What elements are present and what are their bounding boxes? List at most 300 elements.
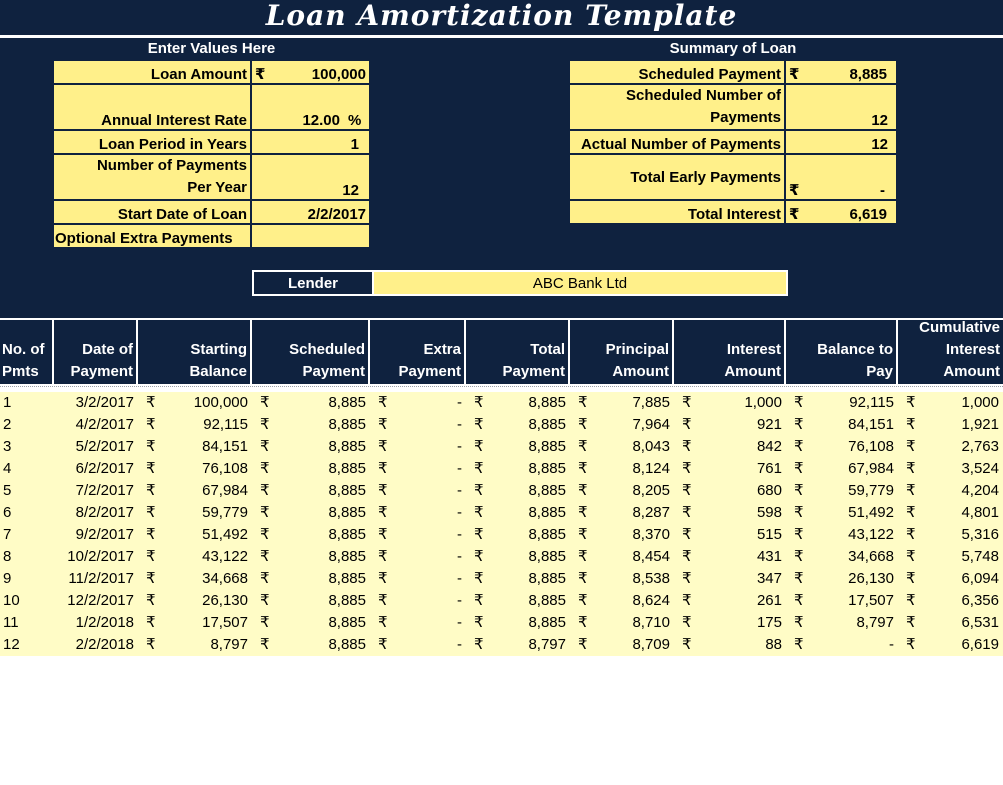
col-interest-cell: 680 (756, 482, 782, 499)
currency-symbol: ₹ (578, 482, 588, 499)
col-cumulative-interest-header (898, 320, 1003, 384)
col-pmts-cell: 9 (3, 570, 12, 587)
col-extra-payment-cell: - (457, 636, 462, 653)
col-principal-cell: 7,885 (632, 394, 670, 411)
currency-symbol: ₹ (260, 438, 270, 455)
currency-symbol: ₹ (794, 438, 804, 455)
currency-symbol: ₹ (260, 504, 270, 521)
currency-symbol: ₹ (682, 482, 692, 499)
col-principal-cell: 8,287 (632, 504, 670, 521)
col-balance-cell: 26,130 (848, 570, 894, 587)
col-extra-payment-cell: - (457, 416, 462, 433)
currency-symbol: ₹ (146, 636, 156, 653)
col-interest-cell: 347 (756, 570, 782, 587)
currency-symbol: ₹ (906, 548, 916, 565)
col-balance-cell: 43,122 (848, 526, 894, 543)
col-pmts-cell: 12 (3, 636, 20, 653)
currency-symbol: ₹ (794, 636, 804, 653)
currency-symbol: ₹ (146, 438, 156, 455)
table-header (0, 320, 1003, 384)
header-line: Amount (943, 363, 1000, 380)
col-total-payment-cell: 8,885 (528, 548, 566, 565)
col-cumulative-interest-cell: 4,204 (961, 482, 999, 499)
header-line: Extra (423, 341, 461, 358)
col-balance-cell: 8,797 (856, 614, 894, 631)
scheduled-number-label (570, 85, 784, 129)
currency-symbol: ₹ (474, 526, 484, 543)
col-interest-cell: 1,000 (744, 394, 782, 411)
currency-symbol: ₹ (260, 614, 270, 631)
col-starting-balance-cell: 8,797 (210, 636, 248, 653)
col-total-payment-cell: 8,885 (528, 482, 566, 499)
currency-symbol: ₹ (906, 394, 916, 411)
currency-symbol: ₹ (578, 438, 588, 455)
payments-label (54, 155, 250, 199)
col-starting-balance-cell: 34,668 (202, 570, 248, 587)
currency-symbol: ₹ (906, 504, 916, 521)
scheduled-number-line1: Scheduled Number of (625, 87, 781, 104)
col-total-payment-cell: 8,885 (528, 504, 566, 521)
rate-value: 12.00 (302, 112, 340, 129)
currency-symbol: ₹ (578, 526, 588, 543)
loan-amount-cell[interactable] (252, 61, 369, 83)
col-extra-payment-cell: - (457, 526, 462, 543)
currency-symbol: ₹ (260, 570, 270, 587)
currency-symbol: ₹ (474, 614, 484, 631)
header-line: Pay (866, 363, 893, 380)
col-pmts-cell: 3 (3, 438, 12, 455)
col-scheduled-payment-cell: 8,885 (328, 438, 366, 455)
currency-symbol: ₹ (146, 482, 156, 499)
extra-payments-input[interactable] (252, 225, 369, 247)
col-cumulative-interest-cell: 1,921 (961, 416, 999, 433)
col-date-cell: 2/2/2018 (75, 636, 134, 653)
currency-symbol: ₹ (474, 570, 484, 587)
currency-symbol: ₹ (378, 570, 388, 587)
col-principal-cell: 8,538 (632, 570, 670, 587)
col-starting-balance-cell: 92,115 (203, 416, 248, 433)
currency-symbol: ₹ (578, 548, 588, 565)
currency-symbol: ₹ (378, 482, 388, 499)
header-line: Balance (189, 363, 247, 380)
col-principal-cell: 8,205 (632, 482, 670, 499)
payments-label-line1: Number of Payments (96, 157, 247, 174)
col-cumulative-interest-cell: 3,524 (961, 460, 999, 477)
col-scheduled-payment-cell: 8,885 (328, 526, 366, 543)
col-balance-cell: 51,492 (848, 504, 894, 521)
header-line: Interest (726, 341, 781, 358)
early-payments-label: Total Early Payments (570, 155, 784, 199)
scheduled-payment-value: 8,885 (849, 66, 887, 83)
col-interest-cell: 598 (756, 504, 782, 521)
col-cumulative-interest-cell: 5,748 (961, 548, 999, 565)
scheduled-payment-label: Scheduled Payment (570, 61, 784, 83)
currency-symbol: ₹ (794, 460, 804, 477)
col-date-cell: 3/2/2017 (75, 394, 134, 411)
col-pmts-cell: 1 (3, 394, 12, 411)
actual-number-label: Actual Number of Payments (570, 131, 784, 153)
col-starting-balance-cell: 76,108 (202, 460, 248, 477)
summary-header: Summary of Loan (570, 38, 896, 58)
col-cumulative-interest-cell: 6,531 (961, 614, 999, 631)
header-line: No. of (2, 341, 45, 358)
currency-symbol: ₹ (682, 438, 692, 455)
header-line: Amount (724, 363, 781, 380)
currency-symbol: ₹ (578, 394, 588, 411)
col-starting-balance-cell: 43,122 (202, 548, 248, 565)
col-date-header (54, 320, 138, 384)
col-total-payment-cell: 8,885 (528, 614, 566, 631)
col-total-payment-cell: 8,885 (528, 570, 566, 587)
currency-symbol: ₹ (794, 394, 804, 411)
scheduled-number-value: 12 (786, 85, 896, 129)
col-balance-cell: 67,984 (848, 460, 894, 477)
col-date-cell: 1/2/2018 (75, 614, 134, 631)
lender-input[interactable]: ABC Bank Ltd (374, 272, 786, 294)
currency-symbol: ₹ (146, 504, 156, 521)
period-label: Loan Period in Years (54, 131, 250, 153)
header-line: Pmts (2, 363, 39, 380)
col-scheduled-payment-cell: 8,885 (328, 504, 366, 521)
col-date-cell: 6/2/2017 (75, 460, 134, 477)
col-principal-cell: 7,964 (632, 416, 670, 433)
rate-unit: % (348, 112, 362, 129)
col-extra-payment-cell: - (457, 570, 462, 587)
currency-symbol: ₹ (794, 592, 804, 609)
currency-symbol: ₹ (794, 548, 804, 565)
col-scheduled-payment-cell: 8,885 (328, 394, 366, 411)
payments-value[interactable]: 12 (252, 155, 369, 199)
col-extra-payment-cell: - (457, 548, 462, 565)
currency-symbol: ₹ (474, 460, 484, 477)
col-balance-cell: 59,779 (848, 482, 894, 499)
period-value[interactable]: 1 (252, 131, 369, 153)
currency-symbol: ₹ (146, 570, 156, 587)
col-balance-cell: 34,668 (848, 548, 894, 565)
col-total-payment-cell: 8,885 (528, 438, 566, 455)
currency-symbol: ₹ (578, 460, 588, 477)
col-starting-balance-cell: 67,984 (202, 482, 248, 499)
col-extra-payment-cell: - (457, 394, 462, 411)
amortization-table (0, 392, 1003, 656)
currency-symbol: ₹ (906, 570, 916, 587)
page-title: Loan Amortization Template (265, 0, 738, 32)
col-principal-cell: 8,454 (632, 548, 670, 565)
currency-symbol: ₹ (789, 206, 800, 223)
header-line: Cumulative (919, 319, 1000, 336)
currency-symbol: ₹ (146, 394, 156, 411)
header-line: Payment (70, 363, 133, 380)
currency-symbol: ₹ (378, 416, 388, 433)
currency-symbol: ₹ (146, 592, 156, 609)
table-row (0, 634, 1003, 656)
currency-symbol: ₹ (474, 438, 484, 455)
currency-symbol: ₹ (378, 592, 388, 609)
currency-symbol: ₹ (578, 570, 588, 587)
col-balance-cell: 84,151 (848, 416, 894, 433)
table-row (0, 524, 1003, 546)
col-starting-balance-cell: 100,000 (193, 394, 248, 411)
currency-symbol: ₹ (682, 570, 692, 587)
col-starting-balance-cell: 51,492 (202, 526, 248, 543)
currency-symbol: ₹ (906, 482, 916, 499)
table-row (0, 568, 1003, 590)
currency-symbol: ₹ (474, 504, 484, 521)
extra-payments-label: Optional Extra Payments (54, 225, 250, 247)
col-principal-cell: 8,124 (632, 460, 670, 477)
header-line: Payment (398, 363, 461, 380)
currency-symbol: ₹ (260, 394, 270, 411)
col-starting-balance-header (138, 320, 252, 384)
table-row (0, 480, 1003, 502)
col-extra-payment-cell: - (457, 460, 462, 477)
col-interest-cell: 761 (756, 460, 782, 477)
currency-symbol: ₹ (794, 416, 804, 433)
table-row (0, 546, 1003, 568)
currency-symbol: ₹ (474, 592, 484, 609)
col-interest-cell: 921 (756, 416, 782, 433)
currency-symbol: ₹ (906, 438, 916, 455)
col-date-cell: 8/2/2017 (75, 504, 134, 521)
currency-symbol: ₹ (682, 460, 692, 477)
currency-symbol: ₹ (789, 66, 800, 83)
col-scheduled-payment-cell: 8,885 (328, 570, 366, 587)
col-balance-cell: - (889, 636, 894, 653)
col-interest-cell: 515 (756, 526, 782, 543)
currency-symbol: ₹ (378, 614, 388, 631)
col-cumulative-interest-cell: 6,094 (961, 570, 999, 587)
currency-symbol: ₹ (682, 416, 692, 433)
col-date-cell: 12/2/2017 (67, 592, 134, 609)
col-scheduled-payment-cell: 8,885 (328, 614, 366, 631)
col-pmts-cell: 10 (3, 592, 20, 609)
currency-symbol: ₹ (378, 526, 388, 543)
col-interest-cell: 842 (756, 438, 782, 455)
currency-symbol: ₹ (260, 416, 270, 433)
col-cumulative-interest-cell: 1,000 (961, 394, 999, 411)
currency-symbol: ₹ (906, 614, 916, 631)
currency-symbol: ₹ (474, 636, 484, 653)
col-date-cell: 9/2/2017 (75, 526, 134, 543)
start-date-value[interactable]: 2/2/2017 (252, 201, 369, 223)
col-extra-payment-cell: - (457, 438, 462, 455)
col-date-cell: 7/2/2017 (75, 482, 134, 499)
table-row (0, 612, 1003, 634)
col-cumulative-interest-cell: 2,763 (961, 438, 999, 455)
col-interest-cell: 431 (756, 548, 782, 565)
currency-symbol: ₹ (378, 504, 388, 521)
table-row (0, 502, 1003, 524)
col-pmts-cell: 8 (3, 548, 12, 565)
currency-symbol: ₹ (906, 416, 916, 433)
early-payments-value: - (880, 182, 885, 199)
col-pmts-cell: 5 (3, 482, 12, 499)
currency-symbol: ₹ (260, 482, 270, 499)
currency-symbol: ₹ (906, 526, 916, 543)
currency-symbol: ₹ (260, 526, 270, 543)
col-cumulative-interest-cell: 6,356 (961, 592, 999, 609)
currency-symbol: ₹ (260, 460, 270, 477)
currency-symbol: ₹ (474, 482, 484, 499)
col-principal-cell: 8,043 (632, 438, 670, 455)
col-scheduled-payment-cell: 8,885 (328, 592, 366, 609)
col-extra-payment-cell: - (457, 504, 462, 521)
currency-symbol: ₹ (146, 614, 156, 631)
payments-label-line2: Per Year (187, 179, 247, 196)
currency-symbol: ₹ (906, 592, 916, 609)
currency-symbol: ₹ (794, 614, 804, 631)
col-starting-balance-cell: 26,130 (202, 592, 248, 609)
table-row (0, 392, 1003, 414)
currency-symbol: ₹ (682, 614, 692, 631)
header-line: Payment (502, 363, 565, 380)
currency-symbol: ₹ (794, 570, 804, 587)
col-cumulative-interest-cell: 6,619 (961, 636, 999, 653)
col-total-payment-cell: 8,797 (528, 636, 566, 653)
early-payments-cell (786, 155, 896, 199)
col-pmts-cell: 11 (3, 614, 19, 631)
currency-symbol: ₹ (474, 548, 484, 565)
col-balance-cell: 17,507 (848, 592, 894, 609)
lender-label: Lender (254, 272, 374, 294)
currency-symbol: ₹ (682, 394, 692, 411)
currency-symbol: ₹ (682, 526, 692, 543)
rate-cell[interactable] (252, 85, 369, 129)
col-scheduled-payment-header (252, 320, 370, 384)
start-date-label: Start Date of Loan (54, 201, 250, 223)
col-balance-cell: 76,108 (848, 438, 894, 455)
col-pmts-cell: 7 (3, 526, 12, 543)
col-balance-cell: 92,115 (849, 394, 894, 411)
header-line: Amount (612, 363, 669, 380)
currency-symbol: ₹ (474, 394, 484, 411)
col-extra-payment-cell: - (457, 592, 462, 609)
total-interest-value: 6,619 (849, 206, 887, 223)
header-divider (0, 386, 1003, 387)
currency-symbol: ₹ (906, 460, 916, 477)
currency-symbol: ₹ (578, 614, 588, 631)
col-starting-balance-cell: 84,151 (202, 438, 248, 455)
scheduled-payment-cell (786, 61, 896, 83)
currency-symbol: ₹ (378, 394, 388, 411)
table-row (0, 436, 1003, 458)
currency-symbol: ₹ (578, 416, 588, 433)
col-total-payment-cell: 8,885 (528, 460, 566, 477)
col-principal-cell: 8,710 (632, 614, 670, 631)
col-extra-payment-cell: - (457, 614, 462, 631)
total-interest-label: Total Interest (570, 201, 784, 223)
col-balance-header (786, 320, 898, 384)
lender-row (252, 270, 788, 296)
col-pmts-cell: 6 (3, 504, 12, 521)
currency-symbol: ₹ (906, 636, 916, 653)
col-interest-cell: 261 (756, 592, 782, 609)
actual-number-value: 12 (786, 131, 896, 153)
currency-symbol: ₹ (682, 636, 692, 653)
currency-symbol: ₹ (378, 438, 388, 455)
col-date-cell: 4/2/2017 (75, 416, 134, 433)
col-scheduled-payment-cell: 8,885 (328, 460, 366, 477)
col-date-cell: 5/2/2017 (75, 438, 134, 455)
col-principal-cell: 8,624 (632, 592, 670, 609)
currency-symbol: ₹ (474, 416, 484, 433)
currency-symbol: ₹ (255, 66, 266, 83)
currency-symbol: ₹ (794, 482, 804, 499)
col-total-payment-cell: 8,885 (528, 416, 566, 433)
col-principal-cell: 8,709 (632, 636, 670, 653)
col-total-payment-header (466, 320, 570, 384)
header-line: Balance to (817, 341, 893, 358)
col-total-payment-cell: 8,885 (528, 592, 566, 609)
col-date-cell: 11/2/2017 (68, 570, 134, 587)
header-line: Total (530, 341, 565, 358)
col-total-payment-cell: 8,885 (528, 526, 566, 543)
loan-amount-value: 100,000 (311, 66, 366, 83)
currency-symbol: ₹ (378, 548, 388, 565)
currency-symbol: ₹ (682, 504, 692, 521)
currency-symbol: ₹ (578, 504, 588, 521)
total-interest-cell (786, 201, 896, 223)
scheduled-number-line2: Payments (710, 109, 781, 126)
rate-label: Annual Interest Rate (54, 85, 250, 129)
col-scheduled-payment-cell: 8,885 (328, 548, 366, 565)
col-scheduled-payment-cell: 8,885 (328, 482, 366, 499)
header-line: Interest (945, 341, 1000, 358)
col-principal-header (570, 320, 674, 384)
col-pmts-header (0, 320, 54, 384)
currency-symbol: ₹ (578, 592, 588, 609)
col-starting-balance-cell: 17,507 (202, 614, 248, 631)
col-extra-payment-cell: - (457, 482, 462, 499)
currency-symbol: ₹ (789, 182, 800, 199)
col-interest-cell: 88 (765, 636, 782, 653)
col-principal-cell: 8,370 (632, 526, 670, 543)
col-starting-balance-cell: 59,779 (202, 504, 248, 521)
col-total-payment-cell: 8,885 (528, 394, 566, 411)
currency-symbol: ₹ (146, 460, 156, 477)
col-interest-cell: 175 (756, 614, 782, 631)
currency-symbol: ₹ (682, 548, 692, 565)
loan-amount-label: Loan Amount (54, 61, 250, 83)
table-row (0, 414, 1003, 436)
table-row (0, 590, 1003, 612)
col-cumulative-interest-cell: 5,316 (961, 526, 999, 543)
header-line: Principal (605, 341, 669, 358)
table-row (0, 458, 1003, 480)
header-line: Starting (190, 341, 247, 358)
currency-symbol: ₹ (260, 592, 270, 609)
currency-symbol: ₹ (578, 636, 588, 653)
inputs-header: Enter Values Here (54, 38, 369, 58)
header-line: Payment (302, 363, 365, 380)
currency-symbol: ₹ (378, 636, 388, 653)
header-line: Scheduled (289, 341, 365, 358)
col-cumulative-interest-cell: 4,801 (961, 504, 999, 521)
currency-symbol: ₹ (260, 636, 270, 653)
col-extra-payment-header (370, 320, 466, 384)
currency-symbol: ₹ (260, 548, 270, 565)
header-line: Date of (82, 341, 133, 358)
currency-symbol: ₹ (794, 504, 804, 521)
currency-symbol: ₹ (146, 416, 156, 433)
col-scheduled-payment-cell: 8,885 (328, 416, 366, 433)
col-interest-header (674, 320, 786, 384)
col-date-cell: 10/2/2017 (67, 548, 134, 565)
currency-symbol: ₹ (794, 526, 804, 543)
col-pmts-cell: 4 (3, 460, 12, 477)
col-pmts-cell: 2 (3, 416, 12, 433)
currency-symbol: ₹ (146, 526, 156, 543)
